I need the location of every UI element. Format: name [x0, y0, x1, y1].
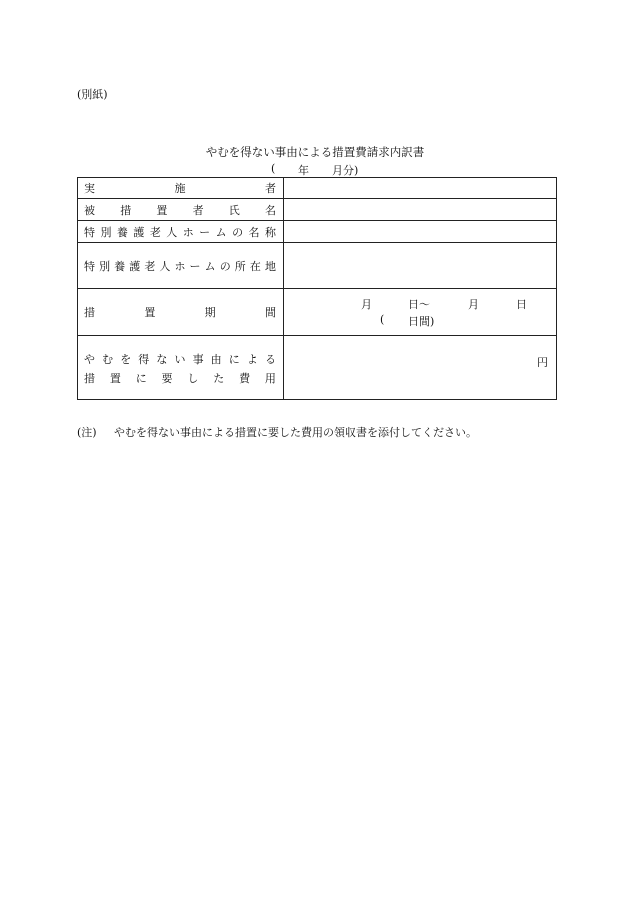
row-label-facility-name [78, 221, 284, 243]
label-char: 護 [129, 259, 141, 273]
period-start-day: 日〜 [408, 298, 430, 311]
label-char: し [187, 371, 199, 385]
billing-period [271, 162, 371, 176]
label-char: に [135, 371, 147, 385]
label-char: 別 [99, 259, 111, 273]
label-char: 名 [264, 203, 276, 217]
label-char: 名 [248, 225, 260, 239]
label-char: 被 [84, 203, 95, 217]
row-label-person-name [78, 199, 284, 221]
label-char: 地 [264, 259, 276, 273]
table-row [78, 289, 557, 336]
label-char: 実 [84, 182, 95, 195]
label-char: 称 [264, 225, 276, 239]
person-name-field[interactable] [284, 199, 557, 221]
label-char: 特 [84, 225, 95, 239]
label-char: 者 [192, 203, 204, 217]
footnote-text: やむを得ない事由による措置に要した費用の領収書を添付してください。 [114, 426, 477, 439]
label-char: ホ [182, 225, 194, 239]
label-text [78, 351, 283, 367]
yen-unit: 円 [537, 356, 548, 369]
label-char: 人 [166, 225, 178, 239]
label-char: 所 [234, 259, 246, 273]
label-char: 別 [100, 225, 112, 239]
label-text [78, 304, 283, 320]
footnote [77, 424, 477, 440]
implementer-field[interactable] [284, 178, 557, 199]
label-char: や [84, 352, 95, 366]
label-text [78, 258, 283, 274]
label-char: ホ [174, 259, 186, 273]
period-end-day: 日 [516, 298, 527, 311]
label-char: 置 [156, 203, 168, 217]
label-char: 得 [138, 352, 150, 366]
period-field[interactable] [284, 289, 557, 336]
label-char: ー [199, 225, 211, 239]
label-text [78, 224, 283, 240]
label-char: 在 [249, 259, 261, 273]
facility-name-field[interactable] [284, 221, 557, 243]
label-char: 費 [239, 371, 251, 385]
label-char: な [156, 352, 168, 366]
period-days-label: 日間) [408, 315, 435, 328]
label-char: を [120, 352, 132, 366]
label-char: 置 [109, 371, 121, 385]
table-row [78, 199, 557, 221]
claim-breakdown-table [77, 177, 557, 400]
label-char: る [264, 352, 276, 366]
label-char: 措 [84, 306, 95, 319]
label-char: に [228, 352, 240, 366]
label-char: た [213, 371, 225, 385]
row-label-cost [78, 336, 284, 400]
table-row [78, 336, 557, 400]
document-title: やむを得ない事由による措置費請求内訳書 [205, 145, 425, 159]
label-char: 置 [144, 306, 156, 319]
period-open-paren: ( [271, 162, 276, 175]
period-days-open: ( [380, 313, 385, 326]
facility-address-field[interactable] [284, 243, 557, 289]
table-row [78, 243, 557, 289]
label-char: 措 [120, 203, 132, 217]
row-label-implementer [78, 178, 284, 199]
table-row [78, 221, 557, 243]
label-char: 老 [149, 225, 161, 239]
label-text [78, 180, 283, 196]
label-char: 事 [192, 352, 204, 366]
appendix-label: (別紙) [77, 88, 108, 101]
label-char: 施 [174, 182, 186, 195]
label-char: の [232, 225, 244, 239]
label-char: む [102, 352, 114, 366]
period-year-label: 年 [298, 164, 309, 177]
label-char: ム [215, 225, 227, 239]
label-char: よ [246, 352, 258, 366]
label-text [78, 370, 283, 386]
label-char: い [174, 352, 186, 366]
label-char: 護 [133, 225, 145, 239]
label-char: 養 [116, 225, 128, 239]
cost-field[interactable] [284, 336, 557, 400]
footnote-mark: (注) [77, 426, 97, 439]
label-char: ー [189, 259, 201, 273]
label-char: 措 [84, 371, 95, 385]
row-label-facility-address [78, 243, 284, 289]
period-end-month: 月 [468, 298, 479, 311]
label-text [78, 202, 283, 218]
label-char: 氏 [228, 203, 240, 217]
row-label-period [78, 289, 284, 336]
label-char: ム [204, 259, 216, 273]
label-char: 要 [161, 371, 173, 385]
period-month-label: 月分) [332, 164, 359, 177]
label-char: の [219, 259, 231, 273]
label-char: 者 [265, 182, 276, 195]
label-char: 期 [204, 306, 216, 319]
label-char: 人 [159, 259, 171, 273]
label-char: 由 [210, 352, 222, 366]
label-char: 老 [144, 259, 156, 273]
label-char: 特 [84, 259, 95, 273]
period-start-month: 月 [361, 298, 372, 311]
table-row [78, 178, 557, 199]
label-char: 養 [114, 259, 126, 273]
label-char: 間 [264, 306, 276, 319]
label-char: 用 [264, 371, 276, 385]
